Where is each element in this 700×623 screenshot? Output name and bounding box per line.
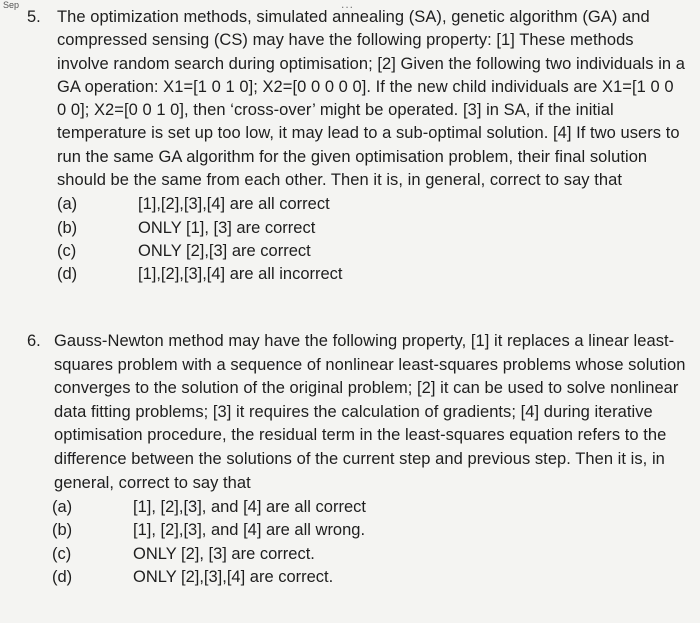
- question-text: Gauss-Newton method may have the following property, [1] it replaces a linear least-squares problem with a sequence of nonlinear least-squares problems whose solution converges to the solution of the original problem; [2] it can be used to solve nonlinear data fitting problems; [3] it requires the calculation of gradients; [4] during iterative optimisation procedure, the residual term in the least-squares equation refers to the difference between the solutions of the current step and previous step. Then it is, in general, correct to say that: [54, 332, 686, 492]
- question-number: 6.: [27, 332, 41, 350]
- option-letter: (c): [52, 544, 72, 563]
- option-text: [1], [2],[3], and [4] are all correct: [133, 498, 366, 517]
- option-a: [57, 193, 687, 216]
- question-6: [27, 330, 687, 589]
- option-a: [52, 496, 687, 519]
- option-letter: (b): [57, 218, 78, 237]
- option-c: [57, 240, 687, 263]
- question-5: [27, 6, 687, 286]
- question-header: [27, 6, 687, 192]
- option-d: [57, 263, 687, 286]
- option-text: [1],[2],[3],[4] are all correct: [138, 195, 330, 214]
- options-list: [57, 193, 687, 286]
- question-text: The optimization methods, simulated annealing (SA), genetic algorithm (GA) and compressed sensing (CS) may have the following property: [1] These methods involve random search during optimisation; [2] Given the following two individuals in a GA operation: X1=[1 0 1 0]; X2=[0 0 0 0 0]. If the new child individuals are X1=[1 0 0 0 0]; X2=[0 0 1 0], then ‘cross-over’ might be operated. [3] in SA, if the initial temperature is set up too low, it may lead to a sub-optimal solution. [4] If two users to run the same GA algorithm for the given optimisation problem, their final solution should be the same from each other. Then it is, in general, correct to say that: [57, 8, 686, 190]
- option-text: [1], [2],[3], and [4] are all wrong.: [133, 521, 366, 540]
- option-d: [52, 566, 687, 589]
- option-letter: (c): [57, 241, 77, 260]
- option-text: ONLY [2], [3] are correct.: [133, 544, 315, 563]
- question-header: [27, 330, 687, 495]
- option-letter: (d): [57, 264, 78, 283]
- option-letter: (a): [52, 498, 73, 517]
- option-b: [57, 217, 687, 240]
- option-text: ONLY [2],[3] are correct: [138, 241, 311, 260]
- option-text: ONLY [1], [3] are correct: [138, 218, 316, 237]
- option-b: [52, 519, 687, 542]
- option-c: [52, 543, 687, 566]
- option-text: ONLY [2],[3],[4] are correct.: [133, 567, 334, 586]
- more-indicator: ...: [341, 0, 355, 11]
- corner-label: Sep: [3, 0, 20, 10]
- option-letter: (a): [57, 195, 78, 214]
- option-letter: (d): [52, 567, 73, 586]
- question-number: 5.: [27, 8, 41, 26]
- options-list: [52, 496, 687, 589]
- option-letter: (b): [52, 521, 73, 540]
- option-text: [1],[2],[3],[4] are all incorrect: [138, 264, 343, 283]
